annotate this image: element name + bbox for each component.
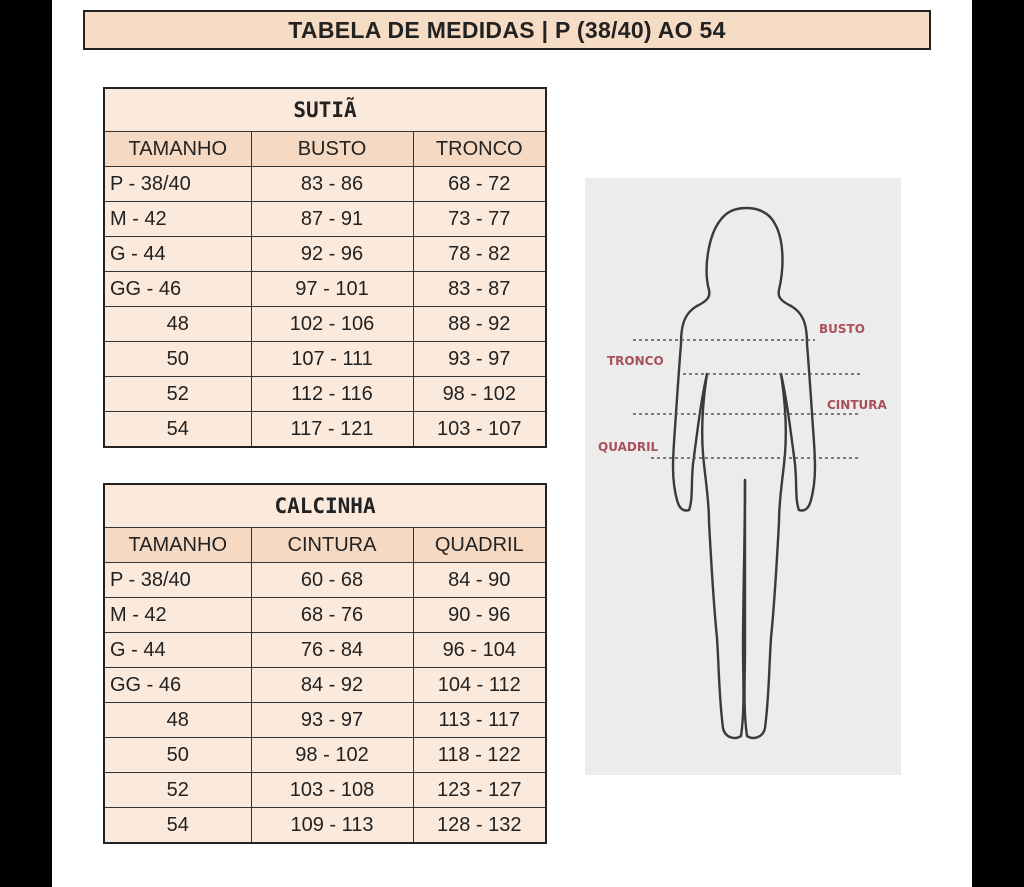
size-cell: 52 (104, 773, 251, 808)
calcinha-table-title: CALCINHA (104, 484, 546, 528)
table-row (104, 563, 546, 598)
value-cell: 92 - 96 (251, 237, 413, 272)
table-row (104, 342, 546, 377)
value-cell: 84 - 92 (251, 668, 413, 703)
table-row (104, 412, 546, 448)
size-cell: 48 (104, 703, 251, 738)
table-row (104, 633, 546, 668)
size-cell: 54 (104, 808, 251, 844)
value-cell: 93 - 97 (251, 703, 413, 738)
size-cell: 52 (104, 377, 251, 412)
value-cell: 78 - 82 (413, 237, 546, 272)
table-row (104, 237, 546, 272)
value-cell: 96 - 104 (413, 633, 546, 668)
size-cell: P - 38/40 (104, 167, 251, 202)
cintura-label: CINTURA (827, 398, 887, 412)
calcinha-header-cintura: CINTURA (251, 528, 413, 563)
value-cell: 90 - 96 (413, 598, 546, 633)
size-cell: G - 44 (104, 633, 251, 668)
value-cell: 113 - 117 (413, 703, 546, 738)
table-row (104, 703, 546, 738)
value-cell: 68 - 76 (251, 598, 413, 633)
sutia-table (103, 87, 547, 448)
value-cell: 93 - 97 (413, 342, 546, 377)
quadril-label: QUADRIL (598, 440, 659, 454)
value-cell: 76 - 84 (251, 633, 413, 668)
sutia-table-title: SUTIÃ (104, 88, 546, 132)
value-cell: 88 - 92 (413, 307, 546, 342)
calcinha-header-tamanho: TAMANHO (104, 528, 251, 563)
value-cell: 102 - 106 (251, 307, 413, 342)
size-cell: M - 42 (104, 598, 251, 633)
value-cell: 103 - 107 (413, 412, 546, 448)
page-title: TABELA DE MEDIDAS | P (38/40) AO 54 (83, 10, 931, 50)
size-cell: 54 (104, 412, 251, 448)
value-cell: 98 - 102 (413, 377, 546, 412)
value-cell: 68 - 72 (413, 167, 546, 202)
value-cell: 112 - 116 (251, 377, 413, 412)
value-cell: 107 - 111 (251, 342, 413, 377)
sutia-header-tamanho: TAMANHO (104, 132, 251, 167)
value-cell: 118 - 122 (413, 738, 546, 773)
size-cell: GG - 46 (104, 668, 251, 703)
table-row (104, 738, 546, 773)
sutia-header-busto: BUSTO (251, 132, 413, 167)
value-cell: 84 - 90 (413, 563, 546, 598)
calcinha-header-quadril: QUADRIL (413, 528, 546, 563)
busto-label: BUSTO (819, 322, 865, 336)
value-cell: 98 - 102 (251, 738, 413, 773)
tronco-label: TRONCO (607, 354, 664, 368)
value-cell: 128 - 132 (413, 808, 546, 844)
value-cell: 60 - 68 (251, 563, 413, 598)
value-cell: 97 - 101 (251, 272, 413, 307)
value-cell: 87 - 91 (251, 202, 413, 237)
size-cell: G - 44 (104, 237, 251, 272)
sutia-header-tronco: TRONCO (413, 132, 546, 167)
value-cell: 103 - 108 (251, 773, 413, 808)
size-cell: P - 38/40 (104, 563, 251, 598)
size-cell: M - 42 (104, 202, 251, 237)
table-row (104, 202, 546, 237)
table-row (104, 167, 546, 202)
table-row (104, 307, 546, 342)
table-row (104, 668, 546, 703)
value-cell: 109 - 113 (251, 808, 413, 844)
value-cell: 83 - 87 (413, 272, 546, 307)
value-cell: 104 - 112 (413, 668, 546, 703)
size-cell: 50 (104, 738, 251, 773)
size-cell: 48 (104, 307, 251, 342)
value-cell: 123 - 127 (413, 773, 546, 808)
size-cell: GG - 46 (104, 272, 251, 307)
table-row (104, 598, 546, 633)
value-cell: 117 - 121 (251, 412, 413, 448)
table-row (104, 773, 546, 808)
calcinha-table (103, 483, 547, 844)
table-row (104, 808, 546, 844)
value-cell: 83 - 86 (251, 167, 413, 202)
size-cell: 50 (104, 342, 251, 377)
body-measurement-figure (585, 178, 901, 775)
value-cell: 73 - 77 (413, 202, 546, 237)
table-row (104, 272, 546, 307)
body-silhouette-icon (585, 178, 901, 775)
table-row (104, 377, 546, 412)
